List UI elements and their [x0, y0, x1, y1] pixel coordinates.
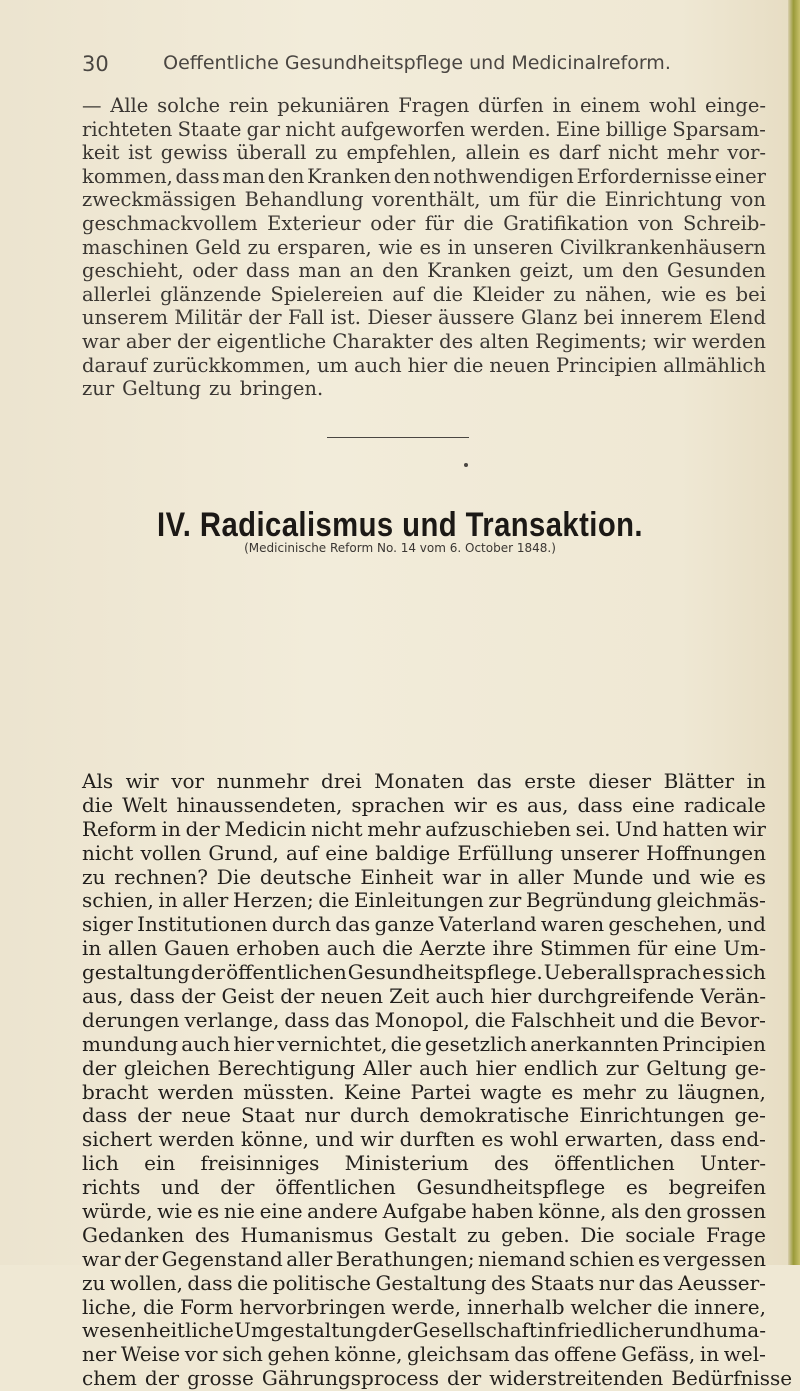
text-line: zur Geltung zu bringen. — [82, 377, 324, 401]
text-line: dass der neue Staat nur durch demokratische Einrichtungen ge- — [82, 1103, 766, 1128]
text-line: war aber der eigentliche Charakter des alten Regiments; wir werden — [82, 329, 766, 353]
ornament-dot — [464, 463, 468, 467]
text-line: schien, in aller Herzen; die Einleitungen zur Begründung gleichmäs- — [82, 888, 766, 913]
text-line: zweckmässigen Behandlung vorenthält, um für die Einrichtung von — [82, 188, 766, 212]
text-line: kommen, dass man den Kranken den nothwendigen Erfordernisse einer — [82, 164, 766, 188]
running-head: Oeffentliche Gesundheitspflege und Medicinalreform. — [163, 52, 671, 74]
text-line: der gleichen Berechtigung Aller auch hier endlich zur Geltung ge- — [82, 1055, 766, 1080]
text-line: richts und der öffentlichen Gesundheitspflege es begreifen — [82, 1175, 766, 1200]
page-number: 30 — [82, 52, 109, 76]
text-line: chem der grosse Gährungsprocess der widerstreitenden Bedürfnisse — [82, 1366, 793, 1391]
text-line: lich ein freisinniges Ministerium des öffentlichen Unter- — [82, 1151, 766, 1176]
page-header — [82, 52, 722, 82]
section-divider — [327, 437, 469, 438]
page-edge — [788, 0, 800, 1265]
text-line: die Welt hinaussendeten, sprachen wir es aus, dass eine radicale — [82, 792, 766, 817]
text-line: — Alle solche rein pekuniären Fragen dürfen in einem wohl einge- — [82, 94, 766, 117]
paragraph-1 — [82, 94, 766, 401]
text-line: zu wollen, dass die politische Gestaltung des Staats nur das Aeusser- — [82, 1270, 766, 1295]
text-line: keit ist gewiss überall zu empfehlen, allein es darf nicht mehr vor- — [82, 141, 766, 165]
text-line: in allen Gauen erhoben auch die Aerzte ihre Stimmen für eine Um- — [82, 936, 766, 961]
text-line: darauf zurückkommen, um auch hier die neuen Principien allmählich — [82, 353, 766, 377]
text-line: würde, wie es nie eine andere Aufgabe haben könne, als den grossen — [82, 1199, 766, 1224]
text-line: war der Gegenstand aller Berathungen; niemand schien es vergessen — [82, 1246, 766, 1271]
text-line: sichert werden könne, und wir durften es wohl erwarten, dass end- — [82, 1127, 766, 1152]
text-line: zu rechnen? Die deutsche Einheit war in aller Munde und wie es — [82, 864, 766, 889]
text-line: richteten Staate gar nicht aufgeworfen werden. Eine billige Sparsam- — [82, 117, 766, 141]
text-line: ner Weise vor sich gehen könne, gleichsam das offene Gefäss, in wel- — [82, 1342, 766, 1367]
text-line: siger Institutionen durch das ganze Vaterland waren geschehen, und — [82, 912, 766, 937]
text-line: Gedanken des Humanismus Gestalt zu geben. Die sociale Frage — [82, 1222, 766, 1247]
text-line: bracht werden müssten. Keine Partei wagte es mehr zu läugnen, — [82, 1079, 766, 1104]
text-line: derungen verlange, dass das Monopol, die Falschheit und die Bevor- — [82, 1007, 766, 1032]
paragraph-2 — [82, 769, 793, 1391]
text-line: gestaltung der öffentlichen Gesundheitspflege. Ueberall sprach es sich — [82, 960, 766, 985]
text-line: Als wir vor nunmehr drei Monaten das erste dieser Blätter in — [82, 769, 766, 793]
text-line: Reform in der Medicin nicht mehr aufzuschieben sei. Und hatten wir — [82, 816, 766, 841]
section-subtitle: (Medicinische Reform No. 14 vom 6. October 1848.) — [244, 541, 556, 555]
text-line: mundung auch hier vernichtet, die gesetzlich anerkannten Principien — [82, 1031, 766, 1056]
text-line: geschieht, oder dass man an den Kranken geizt, um den Gesunden — [82, 259, 766, 283]
text-line: liche, die Form hervorbringen werde, innerhalb welcher die innere, — [82, 1294, 766, 1319]
section-title: IV. Radicalismus und Transaktion. — [157, 506, 643, 544]
text-line: maschinen Geld zu ersparen, wie es in unseren Civilkrankenhäusern — [82, 235, 766, 259]
text-line: aus, dass der Geist der neuen Zeit auch hier durchgreifende Verän- — [82, 984, 766, 1009]
text-line: geschmackvollem Exterieur oder für die Gratifikation von Schreib- — [82, 211, 766, 235]
text-line: nicht vollen Grund, auf eine baldige Erfüllung unserer Hoffnungen — [82, 840, 766, 865]
text-line: unserem Militär der Fall ist. Dieser äussere Glanz bei innerem Elend — [82, 306, 766, 330]
text-line: allerlei glänzende Spielereien auf die Kleider zu nähen, wie es bei — [82, 282, 766, 306]
text-line: wesenheitliche Umgestaltung der Gesellschaft in friedlicher und huma- — [82, 1318, 766, 1343]
